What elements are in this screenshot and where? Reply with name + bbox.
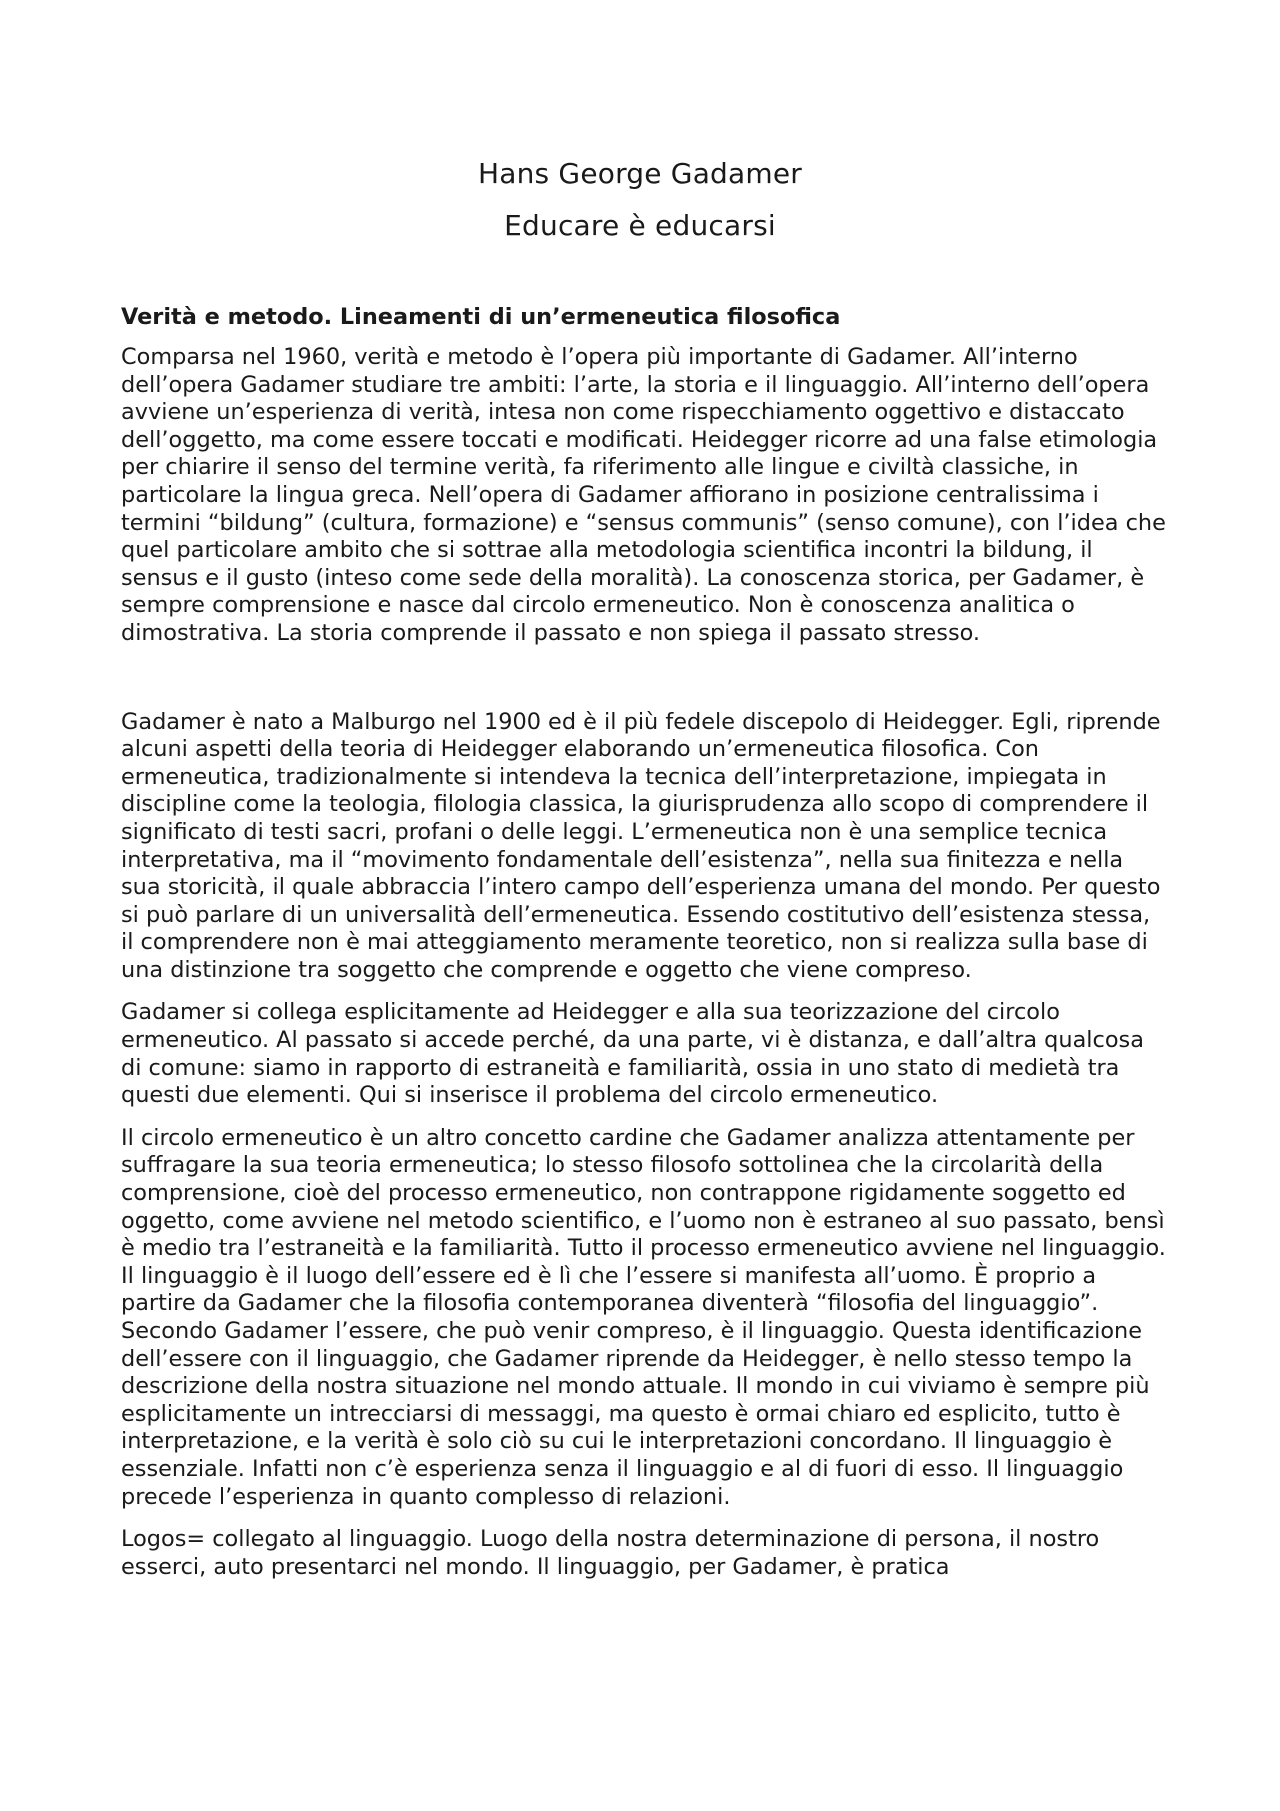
document-body bbox=[121, 302, 1167, 1596]
paragraph-4: Il circolo ermeneutico è un altro concetto cardine che Gadamer analizza attentamente per suffragare la sua teoria ermeneutica; lo stesso filosofo sottolinea che la circolarità della comprensione, cioè del processo ermeneutico, non contrappone rigidamente soggetto ed oggetto, come avviene nel metodo scientifico, e l’uomo non è estraneo al suo passato, bensì è medio tra l’estraneità e la familiarità. Tutto il processo ermeneutico avviene nel linguaggio. Il linguaggio è il luogo dell’essere ed è lì che l’essere si manifesta all’uomo. È proprio a partire da Gadamer che la filosofia contemporanea diventerà “filosofia del linguaggio”. Secondo Gadamer l’essere, che può venir compreso, è il linguaggio. Questa identificazione dell’essere con il linguaggio, che Gadamer riprende da Heidegger, è nello stesso tempo la descrizione della nostra situazione nel mondo attuale. Il mondo in cui viviamo è sempre più esplicitamente un intrecciarsi di messaggi, ma questo è ormai chiaro ed esplicito, tutto è interpretazione, e la verità è solo ciò su cui le interpretazioni concordano. Il linguaggio è essenziale. Infatti non c’è esperienza senza il linguaggio e al di fuori di esso. Il linguaggio precede l’esperienza in quanto complesso di relazioni. bbox=[121, 1124, 1166, 1510]
document-title: Hans George Gadamer bbox=[477, 157, 803, 190]
paragraph-1: Comparsa nel 1960, verità e metodo è l’opera più importante di Gadamer. All’interno dell’opera Gadamer studiare tre ambiti: l’arte, la storia e il linguaggio. All’interno dell’opera avviene un’esperienza di verità, intesa non come rispecchiamento oggettivo e distaccato dell’oggetto, ma come essere toccati e modificati. Heidegger ricorre ad una false etimologia per chiarire il senso del termine verità, fa riferimento alle lingue e civiltà classiche, in particolare la lingua greca. Nell’opera di Gadamer affiorano in posizione centralissima i termini “bildung” (cultura, formazione) e “sensus communis” (senso comune), con l’idea che quel particolare ambito che si sottrae alla metodologia scientifica incontri la bildung, il sensus e il gusto (inteso come sede della moralità). La conoscenza storica, per Gadamer, è sempre comprensione e nasce dal circolo ermeneutico. Non è conoscenza analitica o dimostrativa. La storia comprende il passato e non spiega il passato stresso. bbox=[121, 344, 1166, 646]
paragraph-spacer bbox=[121, 648, 1167, 709]
paragraph-2: Gadamer è nato a Malburgo nel 1900 ed è il più fedele discepolo di Heidegger. Egli, riprende alcuni aspetti della teoria di Heidegger elaborando un’ermeneutica filosofica. Con ermeneutica, tradizionalmente si intendeva la tecnica dell’interpretazione, impiegata in discipline come la teologia, filologia classica, la giurisprudenza allo scopo di comprendere il significato di testi sacri, profani o delle leggi. L’ermeneutica non è una semplice tecnica interpretativa, ma il “movimento fondamentale dell’esistenza”, nella sua finitezza e nella sua storicità, il quale abbraccia l’intero campo dell’esperienza umana del mondo. Per questo si può parlare di un universalità dell’ermeneutica. Essendo costitutivo dell’esistenza stessa, il comprendere non è mai atteggiamento meramente teoretico, non si realizza sulla base di una distinzione tra soggetto che comprende e oggetto che viene compreso. bbox=[121, 708, 1161, 983]
title-block bbox=[0, 148, 1280, 252]
paragraph-5: Logos= collegato al linguaggio. Luogo della nostra determinazione di persona, il nostro esserci, auto presentarci nel mondo. Il linguaggio, per Gadamer, è pratica bbox=[121, 1526, 1100, 1580]
section-heading: Verità e metodo. Lineamenti di un’ermeneutica filosofica bbox=[121, 304, 841, 330]
paragraph-3: Gadamer si collega esplicitamente ad Heidegger e alla sua teorizzazione del circolo ermeneutico. Al passato si accede perché, da una parte, vi è distanza, e dall’altra qualcosa di comune: siamo in rapporto di estraneità e familiarità, ossia in uno stato di medietà tra questi due elementi. Qui si inserisce il problema del circolo ermeneutico. bbox=[121, 999, 1144, 1109]
document-subtitle: Educare è educarsi bbox=[504, 209, 776, 242]
